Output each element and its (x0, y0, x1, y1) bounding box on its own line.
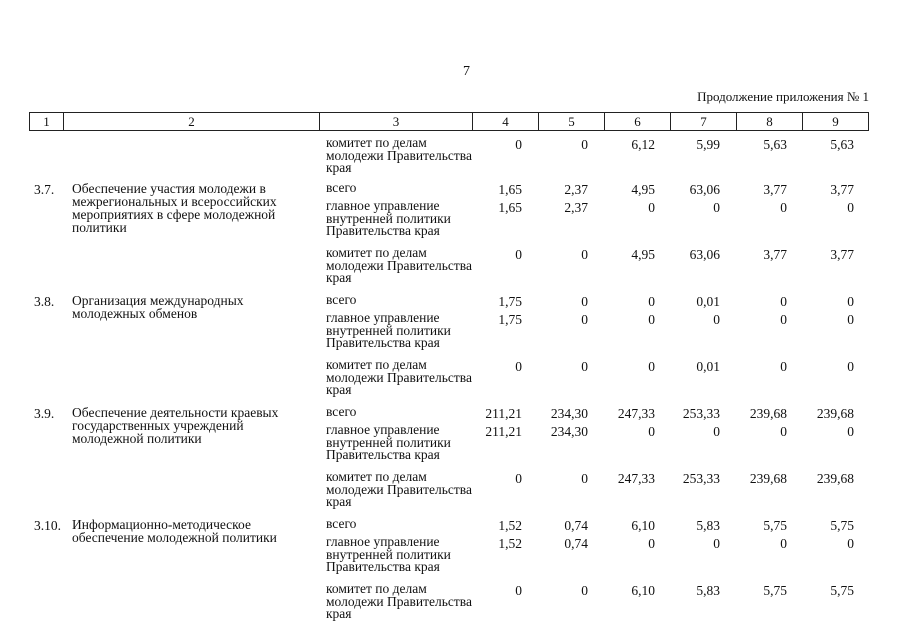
funding-subrow (0, 247, 907, 294)
value-col-9: 0 (847, 294, 854, 309)
column-header-2: 2 (64, 113, 320, 131)
value-col-5: 0,74 (564, 536, 588, 551)
value-col-4: 1,65 (498, 182, 522, 197)
responsible-party: комитет по делам молодежи Правительства края (326, 245, 472, 285)
value-col-5: 234,30 (550, 424, 588, 439)
funding-subrow (0, 137, 907, 182)
funding-subrow (0, 312, 907, 359)
funding-subrow (0, 536, 907, 583)
value-col-7: 0 (713, 200, 720, 215)
column-header-8: 8 (737, 113, 803, 131)
value-col-4: 0 (515, 137, 522, 152)
value-col-8: 0 (780, 536, 787, 551)
value-col-5: 0 (581, 247, 588, 262)
value-col-9: 0 (847, 200, 854, 215)
table-row (0, 294, 907, 406)
value-col-9: 0 (847, 312, 854, 327)
responsible-party: всего (326, 292, 357, 307)
value-col-8: 5,75 (763, 583, 787, 598)
value-col-6: 4,95 (631, 182, 655, 197)
value-col-5: 0 (581, 294, 588, 309)
value-col-6: 247,33 (617, 406, 655, 421)
value-col-8: 0 (780, 294, 787, 309)
value-col-4: 1,52 (498, 518, 522, 533)
value-col-6: 0 (648, 424, 655, 439)
value-col-6: 0 (648, 536, 655, 551)
value-col-7: 0 (713, 312, 720, 327)
value-col-9: 239,68 (816, 406, 854, 421)
funding-subrow (0, 471, 907, 518)
value-col-6: 6,10 (631, 518, 655, 533)
responsible-party: всего (326, 180, 357, 195)
value-col-6: 4,95 (631, 247, 655, 262)
appendix-continuation-note: Продолжение приложения № 1 (697, 89, 869, 104)
value-col-9: 239,68 (816, 471, 854, 486)
value-col-7: 5,99 (696, 137, 720, 152)
value-col-8: 3,77 (763, 247, 787, 262)
responsible-party: главное управление внутренней политики Правительства края (326, 422, 451, 462)
responsible-party: всего (326, 404, 357, 419)
table-row (0, 182, 907, 294)
funding-subrow (0, 200, 907, 247)
value-col-7: 253,33 (682, 406, 720, 421)
column-header-9: 9 (803, 113, 869, 131)
responsible-party: комитет по делам молодежи Правительства края (326, 581, 472, 621)
column-header-1: 1 (30, 113, 64, 131)
value-col-4: 1,75 (498, 294, 522, 309)
responsible-party: главное управление внутренней политики Правительства края (326, 198, 451, 238)
responsible-party: комитет по делам молодежи Правительства края (326, 135, 472, 175)
value-col-5: 0 (581, 583, 588, 598)
responsible-party: всего (326, 516, 357, 531)
value-col-5: 234,30 (550, 406, 588, 421)
funding-subrow (0, 424, 907, 471)
column-header-7: 7 (671, 113, 737, 131)
funding-subrow (0, 182, 907, 200)
value-col-7: 0 (713, 536, 720, 551)
value-col-8: 239,68 (749, 406, 787, 421)
value-col-7: 5,83 (696, 518, 720, 533)
value-col-4: 211,21 (485, 424, 522, 439)
value-col-9: 0 (847, 424, 854, 439)
funding-subrow (0, 583, 907, 630)
row-number: 3.10. (34, 518, 61, 533)
value-col-6: 0 (648, 312, 655, 327)
measure-title: Информационно-методическое обеспечение молодежной политики (72, 517, 277, 545)
table-body (0, 137, 907, 630)
value-col-8: 239,68 (749, 471, 787, 486)
column-header-4: 4 (473, 113, 539, 131)
table-row (0, 518, 907, 630)
value-col-8: 0 (780, 359, 787, 374)
page-number: 7 (463, 64, 470, 79)
column-header-6: 6 (605, 113, 671, 131)
value-col-4: 211,21 (485, 406, 522, 421)
value-col-5: 0 (581, 137, 588, 152)
column-header-5: 5 (539, 113, 605, 131)
value-col-8: 0 (780, 200, 787, 215)
value-col-5: 0 (581, 359, 588, 374)
funding-subrow (0, 406, 907, 424)
value-col-9: 3,77 (830, 247, 854, 262)
value-col-5: 0 (581, 312, 588, 327)
value-col-8: 5,75 (763, 518, 787, 533)
value-col-5: 2,37 (564, 182, 588, 197)
measure-title: Обеспечение деятельности краевых государственных учреждений молодежной политики (72, 405, 279, 446)
value-col-6: 0 (648, 200, 655, 215)
value-col-5: 2,37 (564, 200, 588, 215)
value-col-4: 1,65 (498, 200, 522, 215)
value-col-8: 3,77 (763, 182, 787, 197)
value-col-5: 0,74 (564, 518, 588, 533)
value-col-5: 0 (581, 471, 588, 486)
table-row (0, 137, 907, 182)
value-col-7: 0,01 (696, 294, 720, 309)
value-col-7: 63,06 (689, 247, 720, 262)
value-col-8: 0 (780, 424, 787, 439)
value-col-6: 6,10 (631, 583, 655, 598)
column-number-header (29, 112, 869, 131)
value-col-4: 1,52 (498, 536, 522, 551)
column-header-3: 3 (320, 113, 473, 131)
row-number: 3.9. (34, 406, 55, 421)
value-col-7: 5,83 (696, 583, 720, 598)
value-col-7: 253,33 (682, 471, 720, 486)
value-col-9: 5,63 (830, 137, 854, 152)
value-col-6: 6,12 (631, 137, 655, 152)
value-col-6: 247,33 (617, 471, 655, 486)
funding-subrow (0, 294, 907, 312)
value-col-7: 63,06 (689, 182, 720, 197)
row-number: 3.7. (34, 182, 55, 197)
value-col-8: 5,63 (763, 137, 787, 152)
value-col-9: 0 (847, 359, 854, 374)
value-col-4: 0 (515, 471, 522, 486)
value-col-9: 5,75 (830, 583, 854, 598)
responsible-party: комитет по делам молодежи Правительства края (326, 469, 472, 509)
value-col-4: 1,75 (498, 312, 522, 327)
value-col-4: 0 (515, 359, 522, 374)
funding-subrow (0, 518, 907, 536)
value-col-8: 0 (780, 312, 787, 327)
value-col-6: 0 (648, 294, 655, 309)
responsible-party: главное управление внутренней политики Правительства края (326, 310, 451, 350)
responsible-party: комитет по делам молодежи Правительства края (326, 357, 472, 397)
value-col-4: 0 (515, 247, 522, 262)
row-number: 3.8. (34, 294, 55, 309)
table-row (0, 406, 907, 518)
value-col-9: 5,75 (830, 518, 854, 533)
value-col-9: 3,77 (830, 182, 854, 197)
value-col-4: 0 (515, 583, 522, 598)
responsible-party: главное управление внутренней политики Правительства края (326, 534, 451, 574)
value-col-6: 0 (648, 359, 655, 374)
measure-title: Организация международных молодежных обменов (72, 293, 244, 321)
funding-subrow (0, 359, 907, 406)
measure-title: Обеспечение участия молодежи в межрегиональных и всероссийских мероприятиях в сфере молодежной политики (72, 181, 277, 235)
value-col-7: 0,01 (696, 359, 720, 374)
value-col-9: 0 (847, 536, 854, 551)
value-col-7: 0 (713, 424, 720, 439)
